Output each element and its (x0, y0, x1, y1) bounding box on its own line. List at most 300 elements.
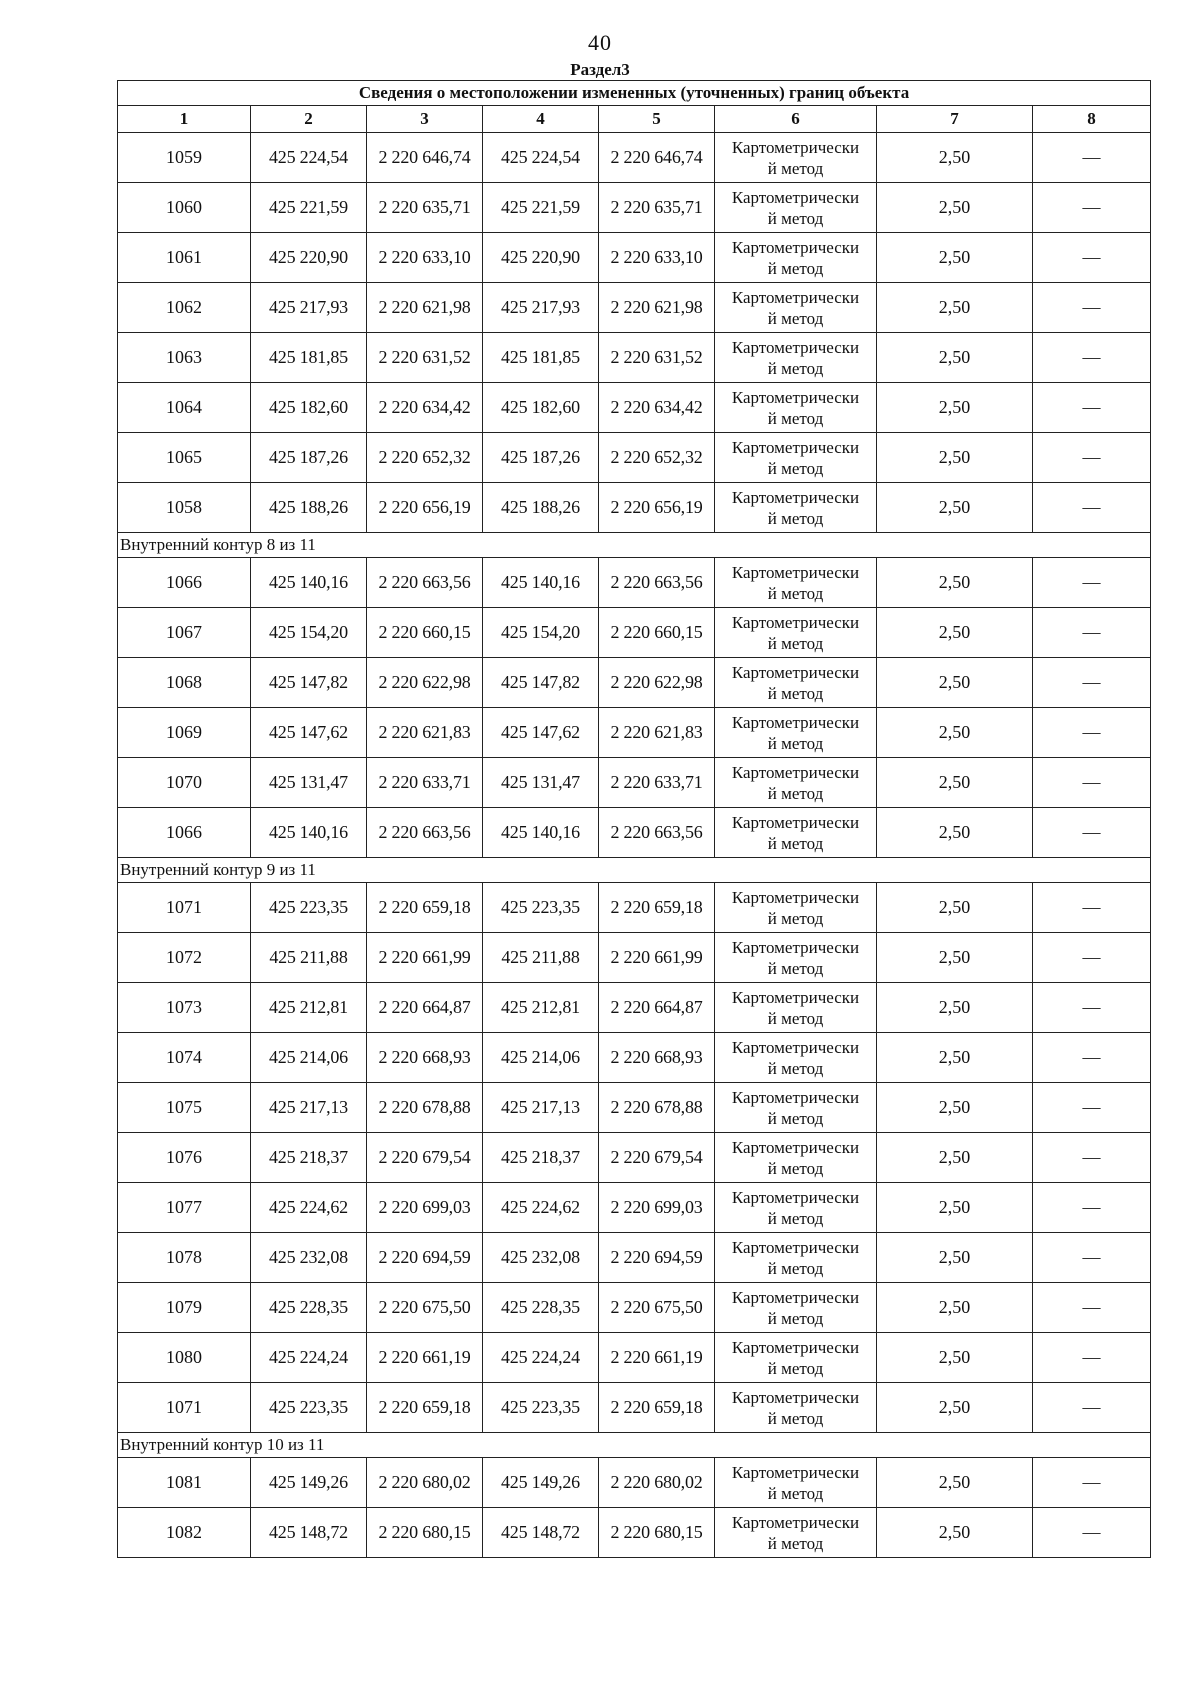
table-row (118, 1083, 1151, 1133)
accuracy-value: 2,50 (877, 1133, 1033, 1183)
old-x: 425 131,47 (251, 758, 367, 808)
accuracy-value: 2,50 (877, 558, 1033, 608)
new-y: 2 220 660,15 (599, 608, 715, 658)
new-y: 2 220 675,50 (599, 1283, 715, 1333)
method-cell (715, 1033, 877, 1083)
method-line-2: й метод (767, 1308, 824, 1328)
table-row (118, 658, 1151, 708)
note-value: — (1033, 1458, 1151, 1508)
method-line-1: Картометрически (731, 1287, 860, 1307)
method-line-2: й метод (767, 633, 824, 653)
new-y: 2 220 646,74 (599, 133, 715, 183)
new-y: 2 220 621,98 (599, 283, 715, 333)
point-number: 1069 (118, 708, 251, 758)
table-caption-row (118, 81, 1151, 106)
new-y: 2 220 694,59 (599, 1233, 715, 1283)
new-x: 425 221,59 (483, 183, 599, 233)
old-x: 425 181,85 (251, 333, 367, 383)
old-y: 2 220 680,02 (367, 1458, 483, 1508)
note-value: — (1033, 608, 1151, 658)
contour-title: Внутренний контур 9 из 11 (118, 858, 1151, 883)
old-x: 425 228,35 (251, 1283, 367, 1333)
point-number: 1067 (118, 608, 251, 658)
method-cell (715, 558, 877, 608)
method-cell (715, 1383, 877, 1433)
method-line-1: Картометрически (731, 762, 860, 782)
point-number: 1066 (118, 808, 251, 858)
old-x: 425 148,72 (251, 1508, 367, 1558)
point-number: 1060 (118, 183, 251, 233)
method-line-2: й метод (767, 1208, 824, 1228)
new-y: 2 220 699,03 (599, 1183, 715, 1233)
point-number: 1079 (118, 1283, 251, 1333)
old-x: 425 221,59 (251, 183, 367, 233)
method-line-1: Картометрически (731, 387, 860, 407)
table-row (118, 1033, 1151, 1083)
old-x: 425 187,26 (251, 433, 367, 483)
method-line-2: й метод (767, 1158, 824, 1178)
method-cell (715, 933, 877, 983)
accuracy-value: 2,50 (877, 1333, 1033, 1383)
method-line-1: Картометрически (731, 137, 860, 157)
new-y: 2 220 621,83 (599, 708, 715, 758)
table-row (118, 1283, 1151, 1333)
method-line-1: Картометрически (731, 1337, 860, 1357)
point-number: 1062 (118, 283, 251, 333)
method-line-1: Картометрически (731, 712, 860, 732)
new-x: 425 220,90 (483, 233, 599, 283)
point-number: 1073 (118, 983, 251, 1033)
note-value: — (1033, 983, 1151, 1033)
note-value: — (1033, 1383, 1151, 1433)
old-y: 2 220 633,71 (367, 758, 483, 808)
method-line-2: й метод (767, 783, 824, 803)
page-number: 40 (588, 30, 612, 55)
note-value: — (1033, 1283, 1151, 1333)
note-value: — (1033, 708, 1151, 758)
old-x: 425 214,06 (251, 1033, 367, 1083)
table-row (118, 1508, 1151, 1558)
new-y: 2 220 634,42 (599, 383, 715, 433)
old-y: 2 220 664,87 (367, 983, 483, 1033)
table-row (118, 558, 1151, 608)
accuracy-value: 2,50 (877, 758, 1033, 808)
old-x: 425 232,08 (251, 1233, 367, 1283)
method-line-1: Картометрически (731, 1137, 860, 1157)
accuracy-value: 2,50 (877, 1508, 1033, 1558)
new-y: 2 220 659,18 (599, 1383, 715, 1433)
new-x: 425 224,24 (483, 1333, 599, 1383)
old-x: 425 220,90 (251, 233, 367, 283)
column-number: 7 (877, 106, 1033, 133)
method-line-1: Картометрически (731, 1512, 860, 1532)
new-y: 2 220 633,71 (599, 758, 715, 808)
note-value: — (1033, 1133, 1151, 1183)
note-value: — (1033, 558, 1151, 608)
old-x: 425 223,35 (251, 1383, 367, 1433)
new-y: 2 220 661,19 (599, 1333, 715, 1383)
method-line-2: й метод (767, 1008, 824, 1028)
note-value: — (1033, 433, 1151, 483)
column-number: 2 (251, 106, 367, 133)
new-x: 425 218,37 (483, 1133, 599, 1183)
point-number: 1077 (118, 1183, 251, 1233)
accuracy-value: 2,50 (877, 1183, 1033, 1233)
note-value: — (1033, 383, 1151, 433)
old-y: 2 220 622,98 (367, 658, 483, 708)
accuracy-value: 2,50 (877, 433, 1033, 483)
method-line-2: й метод (767, 583, 824, 603)
method-line-1: Картометрически (731, 287, 860, 307)
table-row (118, 808, 1151, 858)
table-row (118, 183, 1151, 233)
method-line-2: й метод (767, 1358, 824, 1378)
point-number: 1078 (118, 1233, 251, 1283)
old-y: 2 220 663,56 (367, 558, 483, 608)
point-number: 1065 (118, 433, 251, 483)
section-title: Раздел3 (570, 60, 630, 79)
method-cell (715, 1283, 877, 1333)
method-line-2: й метод (767, 833, 824, 853)
old-x: 425 188,26 (251, 483, 367, 533)
column-number-row (118, 106, 1151, 133)
new-y: 2 220 659,18 (599, 883, 715, 933)
table-row (118, 983, 1151, 1033)
method-cell (715, 1508, 877, 1558)
point-number: 1061 (118, 233, 251, 283)
new-y: 2 220 679,54 (599, 1133, 715, 1183)
method-cell (715, 183, 877, 233)
new-y: 2 220 635,71 (599, 183, 715, 233)
new-x: 425 224,62 (483, 1183, 599, 1233)
accuracy-value: 2,50 (877, 233, 1033, 283)
table-row (118, 1133, 1151, 1183)
note-value: — (1033, 1033, 1151, 1083)
table-row (118, 608, 1151, 658)
boundary-coordinates-table (117, 80, 1151, 1558)
accuracy-value: 2,50 (877, 1458, 1033, 1508)
note-value: — (1033, 1508, 1151, 1558)
method-line-1: Картометрически (731, 1387, 860, 1407)
old-x: 425 223,35 (251, 883, 367, 933)
new-x: 425 140,16 (483, 558, 599, 608)
method-line-2: й метод (767, 1533, 824, 1553)
old-y: 2 220 675,50 (367, 1283, 483, 1333)
note-value: — (1033, 1233, 1151, 1283)
accuracy-value: 2,50 (877, 133, 1033, 183)
old-x: 425 212,81 (251, 983, 367, 1033)
table-row (118, 133, 1151, 183)
method-line-2: й метод (767, 308, 824, 328)
point-number: 1075 (118, 1083, 251, 1133)
old-y: 2 220 659,18 (367, 883, 483, 933)
accuracy-value: 2,50 (877, 708, 1033, 758)
method-line-1: Картометрически (731, 812, 860, 832)
point-number: 1059 (118, 133, 251, 183)
old-x: 425 217,93 (251, 283, 367, 333)
table-row (118, 1383, 1151, 1433)
new-y: 2 220 668,93 (599, 1033, 715, 1083)
old-y: 2 220 678,88 (367, 1083, 483, 1133)
method-cell (715, 608, 877, 658)
new-x: 425 140,16 (483, 808, 599, 858)
method-line-2: й метод (767, 1483, 824, 1503)
new-x: 425 223,35 (483, 883, 599, 933)
accuracy-value: 2,50 (877, 658, 1033, 708)
old-x: 425 217,13 (251, 1083, 367, 1133)
method-cell (715, 483, 877, 533)
method-cell (715, 1083, 877, 1133)
method-line-1: Картометрически (731, 237, 860, 257)
point-number: 1068 (118, 658, 251, 708)
accuracy-value: 2,50 (877, 808, 1033, 858)
new-y: 2 220 652,32 (599, 433, 715, 483)
point-number: 1064 (118, 383, 251, 433)
old-x: 425 147,62 (251, 708, 367, 758)
new-x: 425 149,26 (483, 1458, 599, 1508)
contour-header-row (118, 1433, 1151, 1458)
point-number: 1081 (118, 1458, 251, 1508)
old-y: 2 220 661,99 (367, 933, 483, 983)
table-row (118, 1233, 1151, 1283)
table-row (118, 708, 1151, 758)
method-cell (715, 1133, 877, 1183)
new-y: 2 220 680,02 (599, 1458, 715, 1508)
old-x: 425 140,16 (251, 558, 367, 608)
point-number: 1070 (118, 758, 251, 808)
new-x: 425 224,54 (483, 133, 599, 183)
method-line-2: й метод (767, 683, 824, 703)
accuracy-value: 2,50 (877, 608, 1033, 658)
old-y: 2 220 635,71 (367, 183, 483, 233)
accuracy-value: 2,50 (877, 183, 1033, 233)
old-y: 2 220 663,56 (367, 808, 483, 858)
old-x: 425 218,37 (251, 1133, 367, 1183)
new-x: 425 148,72 (483, 1508, 599, 1558)
old-y: 2 220 699,03 (367, 1183, 483, 1233)
column-number: 3 (367, 106, 483, 133)
old-y: 2 220 656,19 (367, 483, 483, 533)
point-number: 1066 (118, 558, 251, 608)
contour-title: Внутренний контур 10 из 11 (118, 1433, 1151, 1458)
method-line-2: й метод (767, 1408, 824, 1428)
new-x: 425 211,88 (483, 933, 599, 983)
method-line-2: й метод (767, 258, 824, 278)
method-line-1: Картометрически (731, 1037, 860, 1057)
new-y: 2 220 661,99 (599, 933, 715, 983)
note-value: — (1033, 483, 1151, 533)
note-value: — (1033, 808, 1151, 858)
new-x: 425 217,93 (483, 283, 599, 333)
accuracy-value: 2,50 (877, 333, 1033, 383)
method-line-1: Картометрически (731, 1462, 860, 1482)
new-y: 2 220 622,98 (599, 658, 715, 708)
table-row (118, 758, 1151, 808)
old-y: 2 220 659,18 (367, 1383, 483, 1433)
accuracy-value: 2,50 (877, 1383, 1033, 1433)
method-line-2: й метод (767, 508, 824, 528)
old-y: 2 220 679,54 (367, 1133, 483, 1183)
method-line-1: Картометрически (731, 1237, 860, 1257)
method-line-1: Картометрически (731, 1187, 860, 1207)
old-x: 425 149,26 (251, 1458, 367, 1508)
method-cell (715, 433, 877, 483)
note-value: — (1033, 883, 1151, 933)
method-line-2: й метод (767, 458, 824, 478)
accuracy-value: 2,50 (877, 983, 1033, 1033)
method-cell (715, 233, 877, 283)
note-value: — (1033, 1333, 1151, 1383)
method-cell (715, 883, 877, 933)
point-number: 1058 (118, 483, 251, 533)
column-number: 1 (118, 106, 251, 133)
contour-header-row (118, 858, 1151, 883)
method-cell (715, 1333, 877, 1383)
note-value: — (1033, 1083, 1151, 1133)
note-value: — (1033, 133, 1151, 183)
table-caption: Сведения о местоположении измененных (уточненных) границ объекта (118, 81, 1151, 106)
old-x: 425 182,60 (251, 383, 367, 433)
contour-title: Внутренний контур 8 из 11 (118, 533, 1151, 558)
new-x: 425 147,82 (483, 658, 599, 708)
method-line-1: Картометрически (731, 437, 860, 457)
method-line-1: Картометрически (731, 987, 860, 1007)
new-y: 2 220 631,52 (599, 333, 715, 383)
method-cell (715, 1458, 877, 1508)
old-x: 425 154,20 (251, 608, 367, 658)
method-line-1: Картометрически (731, 187, 860, 207)
method-line-1: Картометрически (731, 337, 860, 357)
table-row (118, 933, 1151, 983)
method-line-1: Картометрически (731, 887, 860, 907)
table-row (118, 483, 1151, 533)
point-number: 1082 (118, 1508, 251, 1558)
new-x: 425 217,13 (483, 1083, 599, 1133)
old-y: 2 220 660,15 (367, 608, 483, 658)
new-x: 425 187,26 (483, 433, 599, 483)
new-x: 425 131,47 (483, 758, 599, 808)
method-line-1: Картометрически (731, 1087, 860, 1107)
old-y: 2 220 661,19 (367, 1333, 483, 1383)
column-number: 5 (599, 106, 715, 133)
new-x: 425 181,85 (483, 333, 599, 383)
method-line-2: й метод (767, 1058, 824, 1078)
method-line-1: Картометрически (731, 487, 860, 507)
point-number: 1071 (118, 883, 251, 933)
accuracy-value: 2,50 (877, 383, 1033, 433)
new-y: 2 220 633,10 (599, 233, 715, 283)
old-y: 2 220 631,52 (367, 333, 483, 383)
accuracy-value: 2,50 (877, 1033, 1033, 1083)
old-y: 2 220 633,10 (367, 233, 483, 283)
method-line-1: Картометрически (731, 612, 860, 632)
new-x: 425 232,08 (483, 1233, 599, 1283)
point-number: 1076 (118, 1133, 251, 1183)
accuracy-value: 2,50 (877, 283, 1033, 333)
accuracy-value: 2,50 (877, 1283, 1033, 1333)
table-row (118, 383, 1151, 433)
old-x: 425 224,54 (251, 133, 367, 183)
old-x: 425 140,16 (251, 808, 367, 858)
accuracy-value: 2,50 (877, 1083, 1033, 1133)
method-cell (715, 708, 877, 758)
method-line-2: й метод (767, 208, 824, 228)
new-y: 2 220 663,56 (599, 808, 715, 858)
old-y: 2 220 668,93 (367, 1033, 483, 1083)
new-y: 2 220 663,56 (599, 558, 715, 608)
point-number: 1072 (118, 933, 251, 983)
new-x: 425 223,35 (483, 1383, 599, 1433)
note-value: — (1033, 283, 1151, 333)
new-y: 2 220 664,87 (599, 983, 715, 1033)
point-number: 1063 (118, 333, 251, 383)
note-value: — (1033, 1183, 1151, 1233)
method-cell (715, 983, 877, 1033)
column-number: 4 (483, 106, 599, 133)
method-line-2: й метод (767, 358, 824, 378)
accuracy-value: 2,50 (877, 933, 1033, 983)
new-x: 425 212,81 (483, 983, 599, 1033)
method-cell (715, 758, 877, 808)
note-value: — (1033, 758, 1151, 808)
method-line-2: й метод (767, 958, 824, 978)
method-line-2: й метод (767, 408, 824, 428)
method-line-1: Картометрически (731, 562, 860, 582)
method-line-1: Картометрически (731, 937, 860, 957)
new-x: 425 147,62 (483, 708, 599, 758)
new-x: 425 154,20 (483, 608, 599, 658)
method-cell (715, 133, 877, 183)
old-y: 2 220 646,74 (367, 133, 483, 183)
method-cell (715, 1233, 877, 1283)
method-line-2: й метод (767, 158, 824, 178)
column-number: 6 (715, 106, 877, 133)
old-y: 2 220 680,15 (367, 1508, 483, 1558)
table-row (118, 1183, 1151, 1233)
point-number: 1074 (118, 1033, 251, 1083)
new-x: 425 228,35 (483, 1283, 599, 1333)
accuracy-value: 2,50 (877, 1233, 1033, 1283)
column-number: 8 (1033, 106, 1151, 133)
old-y: 2 220 621,98 (367, 283, 483, 333)
method-line-2: й метод (767, 733, 824, 753)
method-cell (715, 658, 877, 708)
old-x: 425 224,24 (251, 1333, 367, 1383)
accuracy-value: 2,50 (877, 883, 1033, 933)
new-y: 2 220 678,88 (599, 1083, 715, 1133)
old-y: 2 220 634,42 (367, 383, 483, 433)
table-row (118, 333, 1151, 383)
old-x: 425 147,82 (251, 658, 367, 708)
note-value: — (1033, 233, 1151, 283)
table-row (118, 1333, 1151, 1383)
old-y: 2 220 652,32 (367, 433, 483, 483)
table-row (118, 433, 1151, 483)
method-cell (715, 808, 877, 858)
point-number: 1071 (118, 1383, 251, 1433)
new-x: 425 188,26 (483, 483, 599, 533)
new-x: 425 182,60 (483, 383, 599, 433)
old-y: 2 220 621,83 (367, 708, 483, 758)
table-row (118, 883, 1151, 933)
note-value: — (1033, 658, 1151, 708)
method-line-1: Картометрически (731, 662, 860, 682)
table-row (118, 233, 1151, 283)
old-x: 425 211,88 (251, 933, 367, 983)
new-y: 2 220 656,19 (599, 483, 715, 533)
old-y: 2 220 694,59 (367, 1233, 483, 1283)
note-value: — (1033, 333, 1151, 383)
